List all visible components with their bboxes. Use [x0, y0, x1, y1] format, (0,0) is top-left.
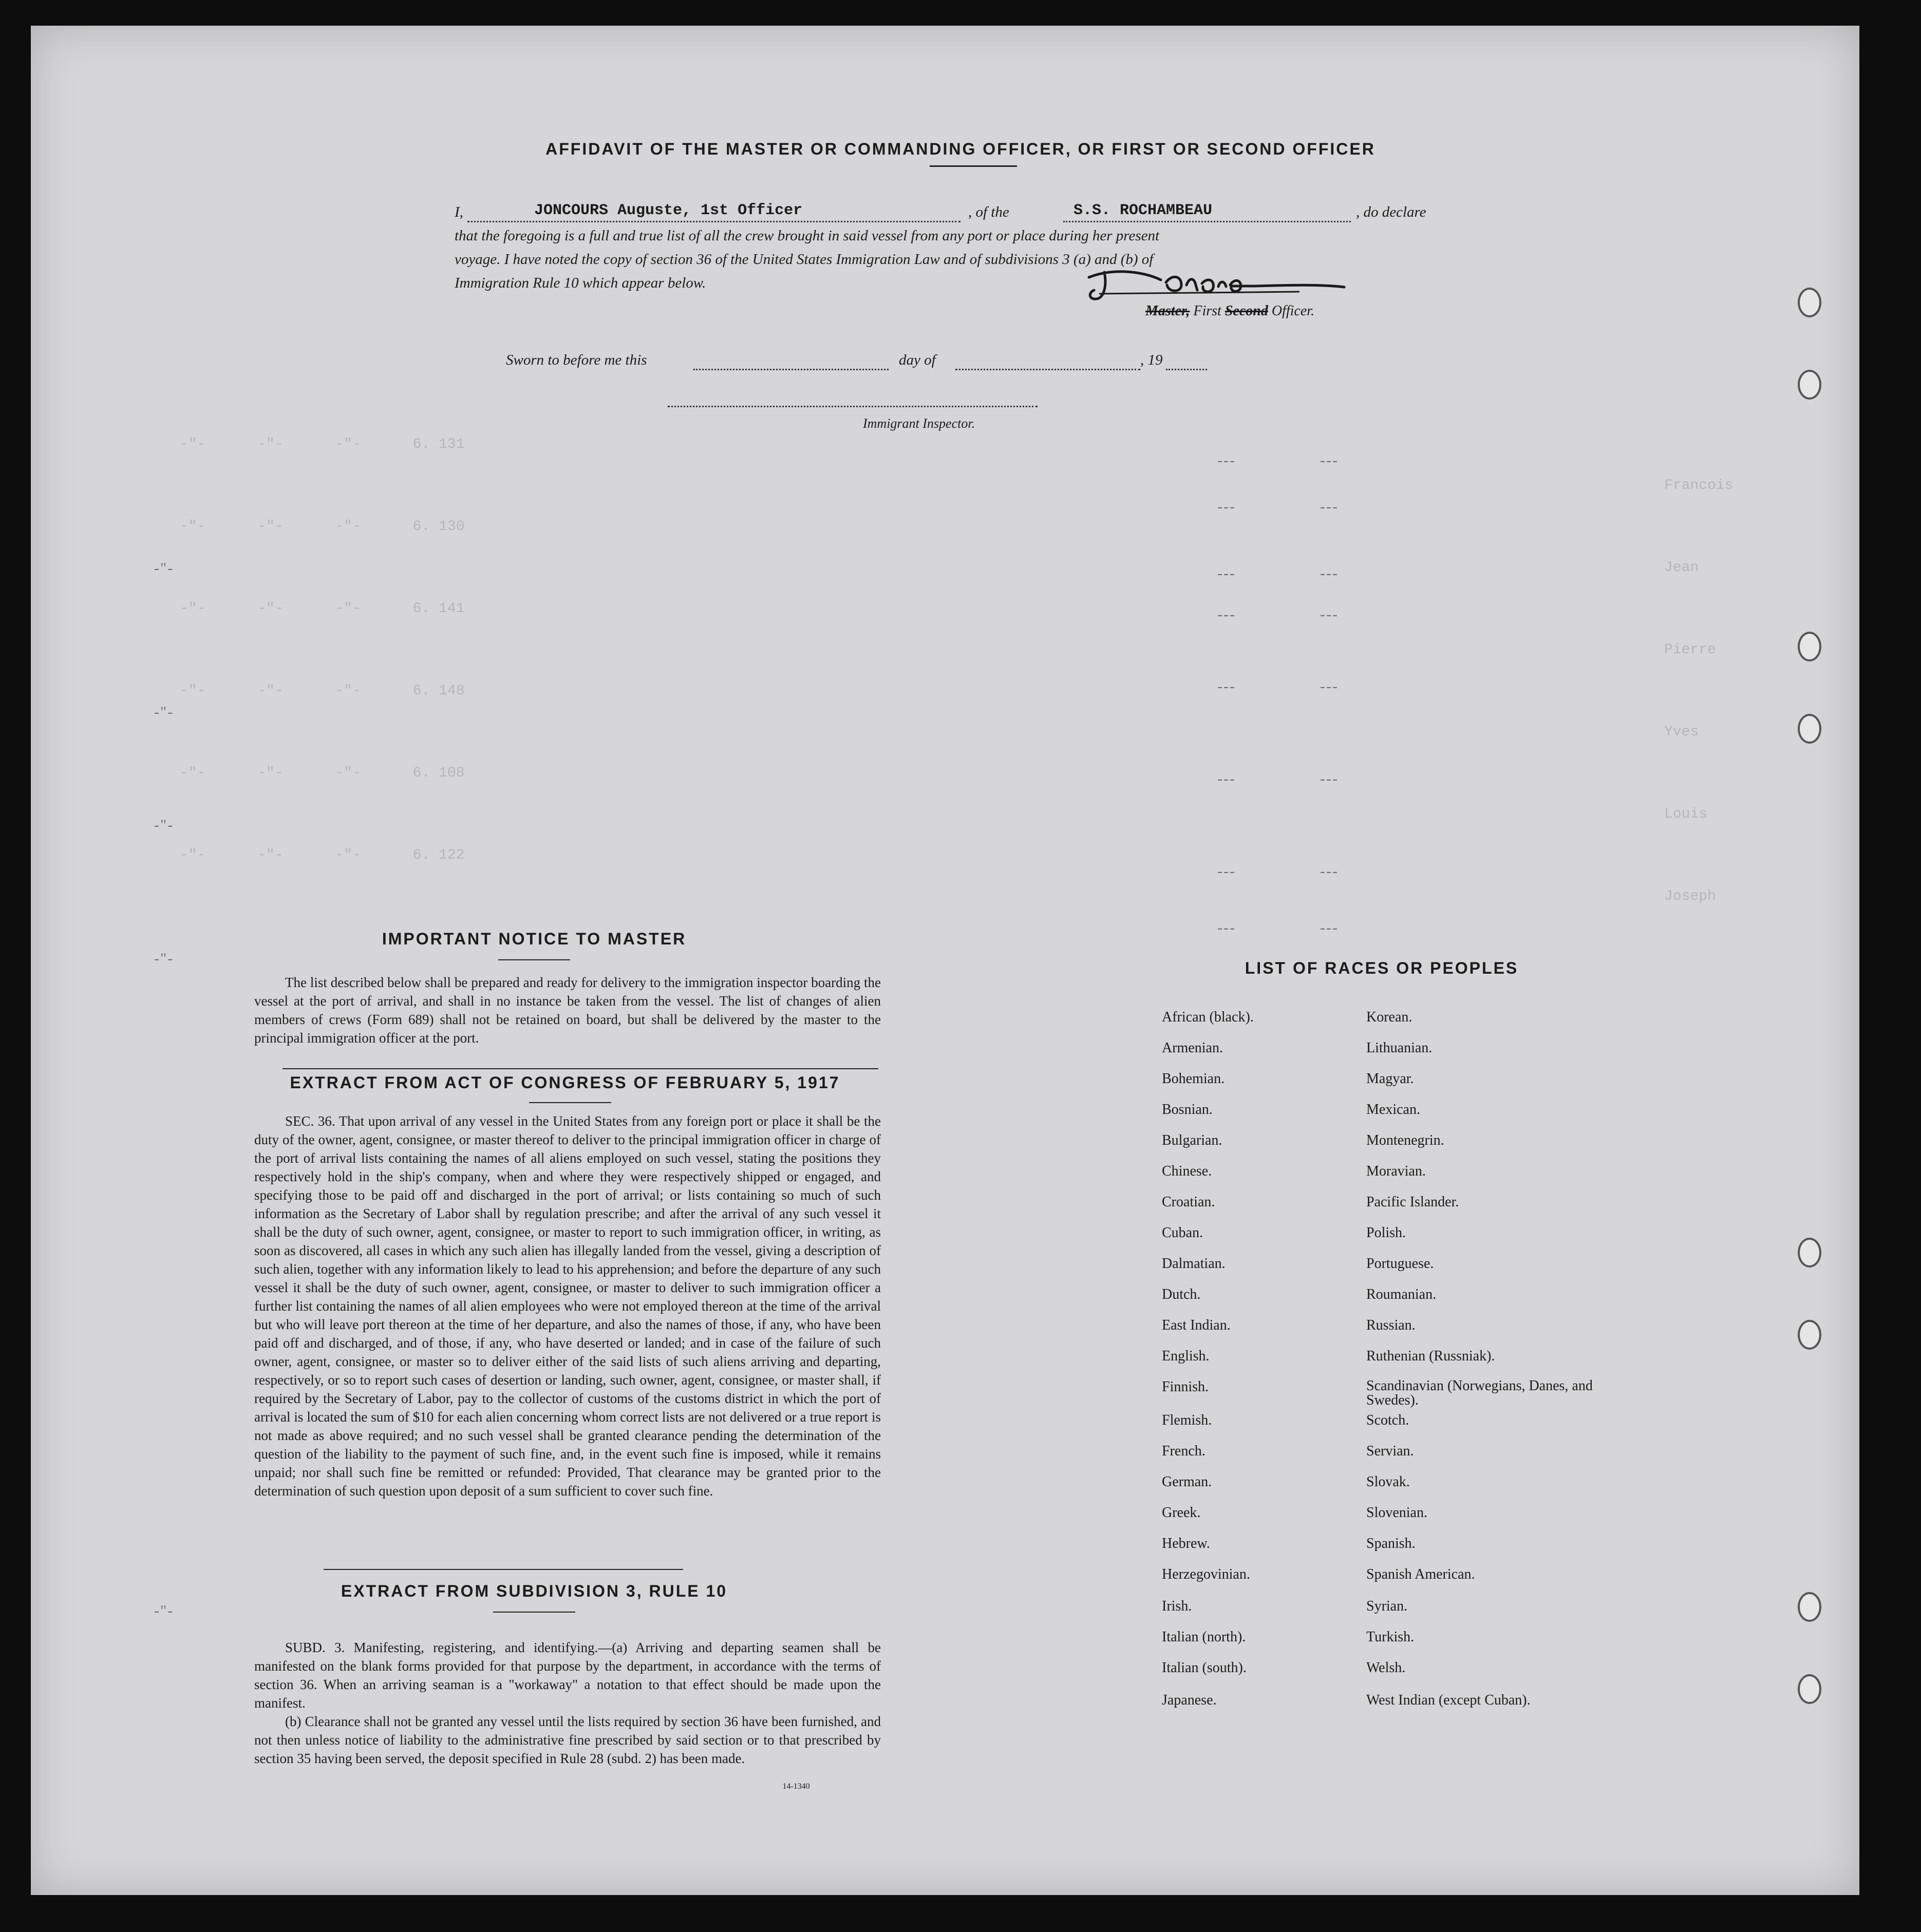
act-title: EXTRACT FROM ACT OF CONGRESS OF FEBRUARY 5, 1917	[290, 1073, 840, 1092]
caption-master-struck: Master,	[1145, 303, 1190, 319]
race-item: Spanish American.	[1366, 1566, 1475, 1582]
race-item: East Indian.	[1162, 1317, 1231, 1333]
race-item: Chinese.	[1162, 1163, 1212, 1179]
affidavit-title: AFFIDAVIT OF THE MASTER OR COMMANDING OFFICER, OR FIRST OR SECOND OFFICER	[545, 140, 1376, 158]
notice-divider	[498, 959, 570, 960]
officer-name-line	[467, 221, 961, 222]
sworn-year-label: , 19	[1140, 352, 1163, 368]
rule-paragraph-b: (b) Clearance shall not be granted any vessel until the lists required by section 36 have been furnished, and not then unless notice of liability to the administrative fine prescribed by said section or to that prescribed by section 35 having been served, the deposit specified in Rule 28 (subd. 2) has been made.	[254, 1714, 881, 1766]
rule-top-divider	[324, 1569, 683, 1570]
punch-hole	[1798, 632, 1821, 661]
race-item: West Indian (except Cuban).	[1366, 1692, 1531, 1708]
race-item: Roumanian.	[1366, 1286, 1437, 1302]
race-item: Flemish.	[1162, 1412, 1212, 1428]
officer-signature	[1084, 262, 1371, 303]
race-item: African (black).	[1162, 1009, 1254, 1025]
race-item: Turkish.	[1366, 1629, 1415, 1645]
race-item: Montenegrin.	[1366, 1132, 1444, 1148]
punch-hole	[1798, 288, 1821, 317]
race-item: Bulgarian.	[1162, 1132, 1222, 1148]
race-item: Spanish.	[1366, 1536, 1416, 1551]
officer-name-field: JONCOURS Auguste, 1st Officer	[534, 202, 803, 219]
race-item: Magyar.	[1366, 1071, 1414, 1087]
act-text	[254, 1112, 881, 1500]
punch-hole	[1798, 714, 1821, 744]
race-item: German.	[1162, 1474, 1212, 1490]
race-item: Ruthenian (Russniak).	[1366, 1348, 1495, 1364]
punch-hole	[1798, 1674, 1821, 1704]
sworn-month-line	[955, 369, 1140, 370]
race-item: Hebrew.	[1162, 1536, 1210, 1551]
sworn-year-line	[1166, 369, 1207, 370]
caption-second-struck: Second	[1225, 303, 1268, 319]
race-item: Italian (north).	[1162, 1629, 1246, 1645]
caption-officer: Officer.	[1271, 303, 1315, 319]
race-item: Lithuanian.	[1366, 1040, 1433, 1056]
race-item: French.	[1162, 1443, 1206, 1459]
signature-caption	[1145, 303, 1314, 319]
race-item: Greek.	[1162, 1505, 1201, 1521]
affidavit-line-4: Immigration Rule 10 which appear below.	[455, 275, 706, 291]
race-item: Armenian.	[1162, 1040, 1223, 1056]
rule-divider	[493, 1612, 575, 1613]
act-top-divider	[282, 1068, 878, 1069]
races-title: LIST OF RACES OR PEOPLES	[1245, 959, 1519, 977]
title-divider	[930, 165, 1017, 167]
vessel-name-field: S.S. ROCHAMBEAU	[1074, 202, 1213, 219]
immigrant-inspector-label: Immigrant Inspector.	[863, 416, 975, 431]
inspector-line	[668, 406, 1038, 407]
race-item: Mexican.	[1366, 1102, 1420, 1117]
punch-hole	[1798, 1592, 1821, 1622]
sworn-prefix: Sworn to before me this	[506, 352, 647, 368]
race-item: Dalmatian.	[1162, 1256, 1226, 1272]
race-item: Japanese.	[1162, 1692, 1217, 1708]
race-item: Italian (south).	[1162, 1660, 1247, 1676]
race-item: Dutch.	[1162, 1286, 1201, 1302]
punch-hole	[1798, 1320, 1821, 1350]
race-item: Herzegovinian.	[1162, 1566, 1250, 1582]
race-item: Russian.	[1366, 1317, 1416, 1333]
race-item: Cuban.	[1162, 1225, 1203, 1241]
race-item: Croatian.	[1162, 1194, 1215, 1210]
document-page: -"- -"- -"- 6. 131 -"- -"- -"- 6. 130 -"- -"- -"- 6. 141 -"- -"- -"- 6. 148 -"- -"- -"- 6. 108 -"- -"- -"- 6. 122 Francois Jean Pierre Yves Louis Joseph --- --- --- --- --- --- --- --- --- --- --- --- --- --- --- --- -"- -"- -"- -"- -"- AFFIDAVIT OF THE MASTER OR COMMANDING OFFICER, OR FIRST OR SECOND OFFICER I, JONCOURS Auguste, 1st Officer , of the S.S. ROCHAMBEAU , do declare that the foregoing is a full and true list of all the crew brought in said vessel from any port or place during her present voyage. I have noted the copy of section 36 of the United States Immigration Law and of subdivisions 3 (a) and (b) of Immigration Rule 10 which appear below. Master, First Second Officer. Sworn to before me this day of , 19 Immigrant Inspector. IMPORTANT NOTICE TO MASTER The list described below shall be prepared and ready for delivery to the immigration inspector boarding the vessel at the port of arrival, and shall in no instance be taken from the vessel. The list of changes of alien members of crews (Form 689) shall not be retained on board, but shall be delivered by the master to the principal immigration officer at the port. EXTRACT FROM ACT OF CONGRESS OF FEBRUARY 5, 1917 SEC. 36. That upon arrival of any vessel in the United States from any foreign port or place it shall be the duty of the owner, agent, consignee, or master thereof to deliver to the principal immigration officer in charge of the port of arrival lists containing the names of all aliens employed on such vessel, stating the positions they respectively hold in the ship's company, when and where they were respectively shipped or engaged, and specifying those to be paid off and discharged in the port of arrival; or lists containing so much of such information as the Secretary of Labor shall by regulation prescribe; and after the arrival of any such vessel it shall be the duty of such owner, agent, consignee, or master to report to such immigration officer, in writing, as soon as discovered, all cases in which any such alien has illegally landed from the vessel, giving a description of such alien, together with any information likely to lead to his apprehension; and before the departure of any such vessel it shall be the duty of such owner, agent, consignee, or master to deliver to such immigration officer a further list containing the names of all alien employees who were not employed thereon at the time of the arrival but who will leave port thereon at the time of her departure, and also the names of those, if any, who have been paid off and discharged, and of those, if any, who have deserted or landed; and in case of the failure of such owner, agent, consignee, or master so to deliver either of the said lists of such aliens arriving and departing, respectively, or so to report such cases of desertion or landing, such owner, agent, consignee, or master shall, if required by the Secretary of Labor, pay to the collector of customs of the customs district in which the port of arrival is located the sum of $10 for each alien concerning whom correct lists are not delivered or a true report is not made as above required; and no such vessel shall be granted clearance pending the determination of the question of the liability to the payment of such fine, and, in the event such fine is imposed, while it remains unpaid; nor shall such fine be remitted or refunded: Provided, That clearance may be granted prior to the determination of such question upon deposit of a sum sufficient to cover such fine. EXTRACT FROM SUBDIVISION 3, RULE 10 SUBD. 3. Manifesting, registering, and identifying.—(a) Arriving and departing seamen shall be manifested on the blank forms provided for that purpose by the department, in accordance with the terms of section 36. When an arriving seaman is a "workaway" a notation to that effect should be made upon the manifest. (b) Clearance shall not be granted any vessel until the lists required by section 36 have been furnished, and not then unless notice of liability to the administrative fine prescribed by said section or to that prescribed by section 35 having been served, the deposit specified in Rule 28 (subd. 2) has been made. 14-1340 LIST OF RACES OR PEOPLES African (black). Armenian. Bohemian. Bosnian. Bulgarian. Chinese. Croatian. Cuban. Dalmatian. Dutch. East Indian. English. Finnish. Flemish. French. German. Greek. Hebrew. Herzegovinian. Irish. Italian (north). Italian (south). Japanese. Korean. Lithuanian. Magyar. Mexican. Montenegrin. Moravian. Pacific Islander. Polish. Portuguese. Roumanian. Russian. Ruthenian (Russniak). Scandinavian (Norwegians, Danes, and Swedes). Scotch. Servian. Slovak. Slovenian. Spanish. Spanish American. Syrian. Turkish. Welsh. West Indian (except Cuban).	[31, 26, 1859, 1895]
race-item: Slovenian.	[1366, 1505, 1427, 1521]
notice-paragraph: The list described below shall be prepared and ready for delivery to the immigration inspector boarding the vessel at the port of arrival, and shall in no instance be taken from the vessel. The list of changes of alien members of crews (Form 689) shall not be retained on board, but shall be delivered by the master to the principal immigration officer at the port.	[254, 975, 881, 1046]
race-item: Polish.	[1366, 1225, 1406, 1241]
act-paragraph: SEC. 36. That upon arrival of any vessel in the United States from any foreign port or place it shall be the duty of the owner, agent, consignee, or master thereof to deliver to the principal immigration officer in charge of the port of arrival lists containing the names of all aliens employed on such vessel, stating the positions they respectively hold in the ship's company, when and where they were respectively shipped or engaged, and specifying those to be paid off and discharged in the port of arrival; or lists containing so much of such information as the Secretary of Labor shall by regulation prescribe; and after the arrival of any such vessel it shall be the duty of such owner, agent, consignee, or master to report to such immigration officer, in writing, as soon as discovered, all cases in which any such alien has illegally landed from the vessel, giving a description of such alien, together with any information likely to lead to his apprehension; and before the departure of any such vessel it shall be the duty of such owner, agent, consignee, or master to deliver to such immigration officer a further list containing the names of all alien employees who were not employed thereon at the time of the arrival but who will leave port thereon at the time of her departure, and also the names of those, if any, who have been paid off and discharged, and of those, if any, who have deserted or landed; and in case of the failure of such owner, agent, consignee, or master so to deliver either of the said lists of such aliens arriving and departing, respectively, or so to report such cases of desertion or landing, such owner, agent, consignee, or master shall, if required by the Secretary of Labor, pay to the collector of customs of the customs district in which the port of arrival is located the sum of $10 for each alien concerning whom correct lists are not delivered or a true report is not made as above required; and no such vessel shall be granted clearance pending the determination of the question of the liability to the payment of such fine, and, in the event such fine is imposed, while it remains unpaid; nor shall such fine be remitted or refunded: Provided, That clearance may be granted prior to the determination of such question upon deposit of a sum sufficient to cover such fine.	[254, 1113, 881, 1499]
race-item: Servian.	[1366, 1443, 1414, 1459]
race-item: Portuguese.	[1366, 1256, 1434, 1272]
rule-paragraph-a: SUBD. 3. Manifesting, registering, and identifying.—(a) Arriving and departing seamen shall be manifested on the blank forms provided for that purpose by the department, in accordance with the terms of section 36. When an arriving seaman is a "workaway" a notation to that effect should be made upon the manifest.	[254, 1640, 881, 1711]
do-declare-label: , do declare	[1356, 204, 1426, 220]
notice-title: IMPORTANT NOTICE TO MASTER	[382, 930, 687, 948]
punch-hole	[1798, 370, 1821, 400]
rule-text	[254, 1638, 881, 1768]
punch-hole	[1798, 1238, 1821, 1267]
act-divider	[529, 1102, 611, 1103]
race-item: Bohemian.	[1162, 1071, 1225, 1087]
race-item: Slovak.	[1366, 1474, 1410, 1490]
race-item: English.	[1162, 1348, 1210, 1364]
race-item: Finnish.	[1162, 1379, 1209, 1395]
form-number: 14-1340	[782, 1782, 810, 1791]
race-item: Moravian.	[1366, 1163, 1426, 1179]
caption-first: First	[1193, 303, 1221, 319]
notice-text	[254, 973, 881, 1047]
race-item: Syrian.	[1366, 1598, 1408, 1614]
race-item: Pacific Islander.	[1366, 1194, 1459, 1210]
affidavit-i-label: I,	[455, 204, 463, 220]
race-item: Scandinavian (Norwegians, Danes, and Swedes).	[1366, 1378, 1593, 1408]
of-the-label: , of the	[968, 204, 1009, 220]
race-item: Welsh.	[1366, 1660, 1406, 1676]
vessel-name-line	[1063, 221, 1351, 222]
race-item: Bosnian.	[1162, 1102, 1213, 1117]
rule-title: EXTRACT FROM SUBDIVISION 3, RULE 10	[341, 1582, 728, 1600]
race-item: Korean.	[1366, 1009, 1412, 1025]
sworn-day-label: day of	[899, 352, 936, 368]
race-item: Scotch.	[1366, 1412, 1409, 1428]
sworn-day-line	[693, 369, 889, 370]
race-item: Irish.	[1162, 1598, 1192, 1614]
affidavit-line-2: that the foregoing is a full and true list of all the crew brought in said vessel from any port or place during her present	[455, 228, 1160, 244]
affidavit-line-3: voyage. I have noted the copy of section 36 of the United States Immigration Law and of subdivisions 3 (a) and (b) of	[455, 251, 1154, 268]
